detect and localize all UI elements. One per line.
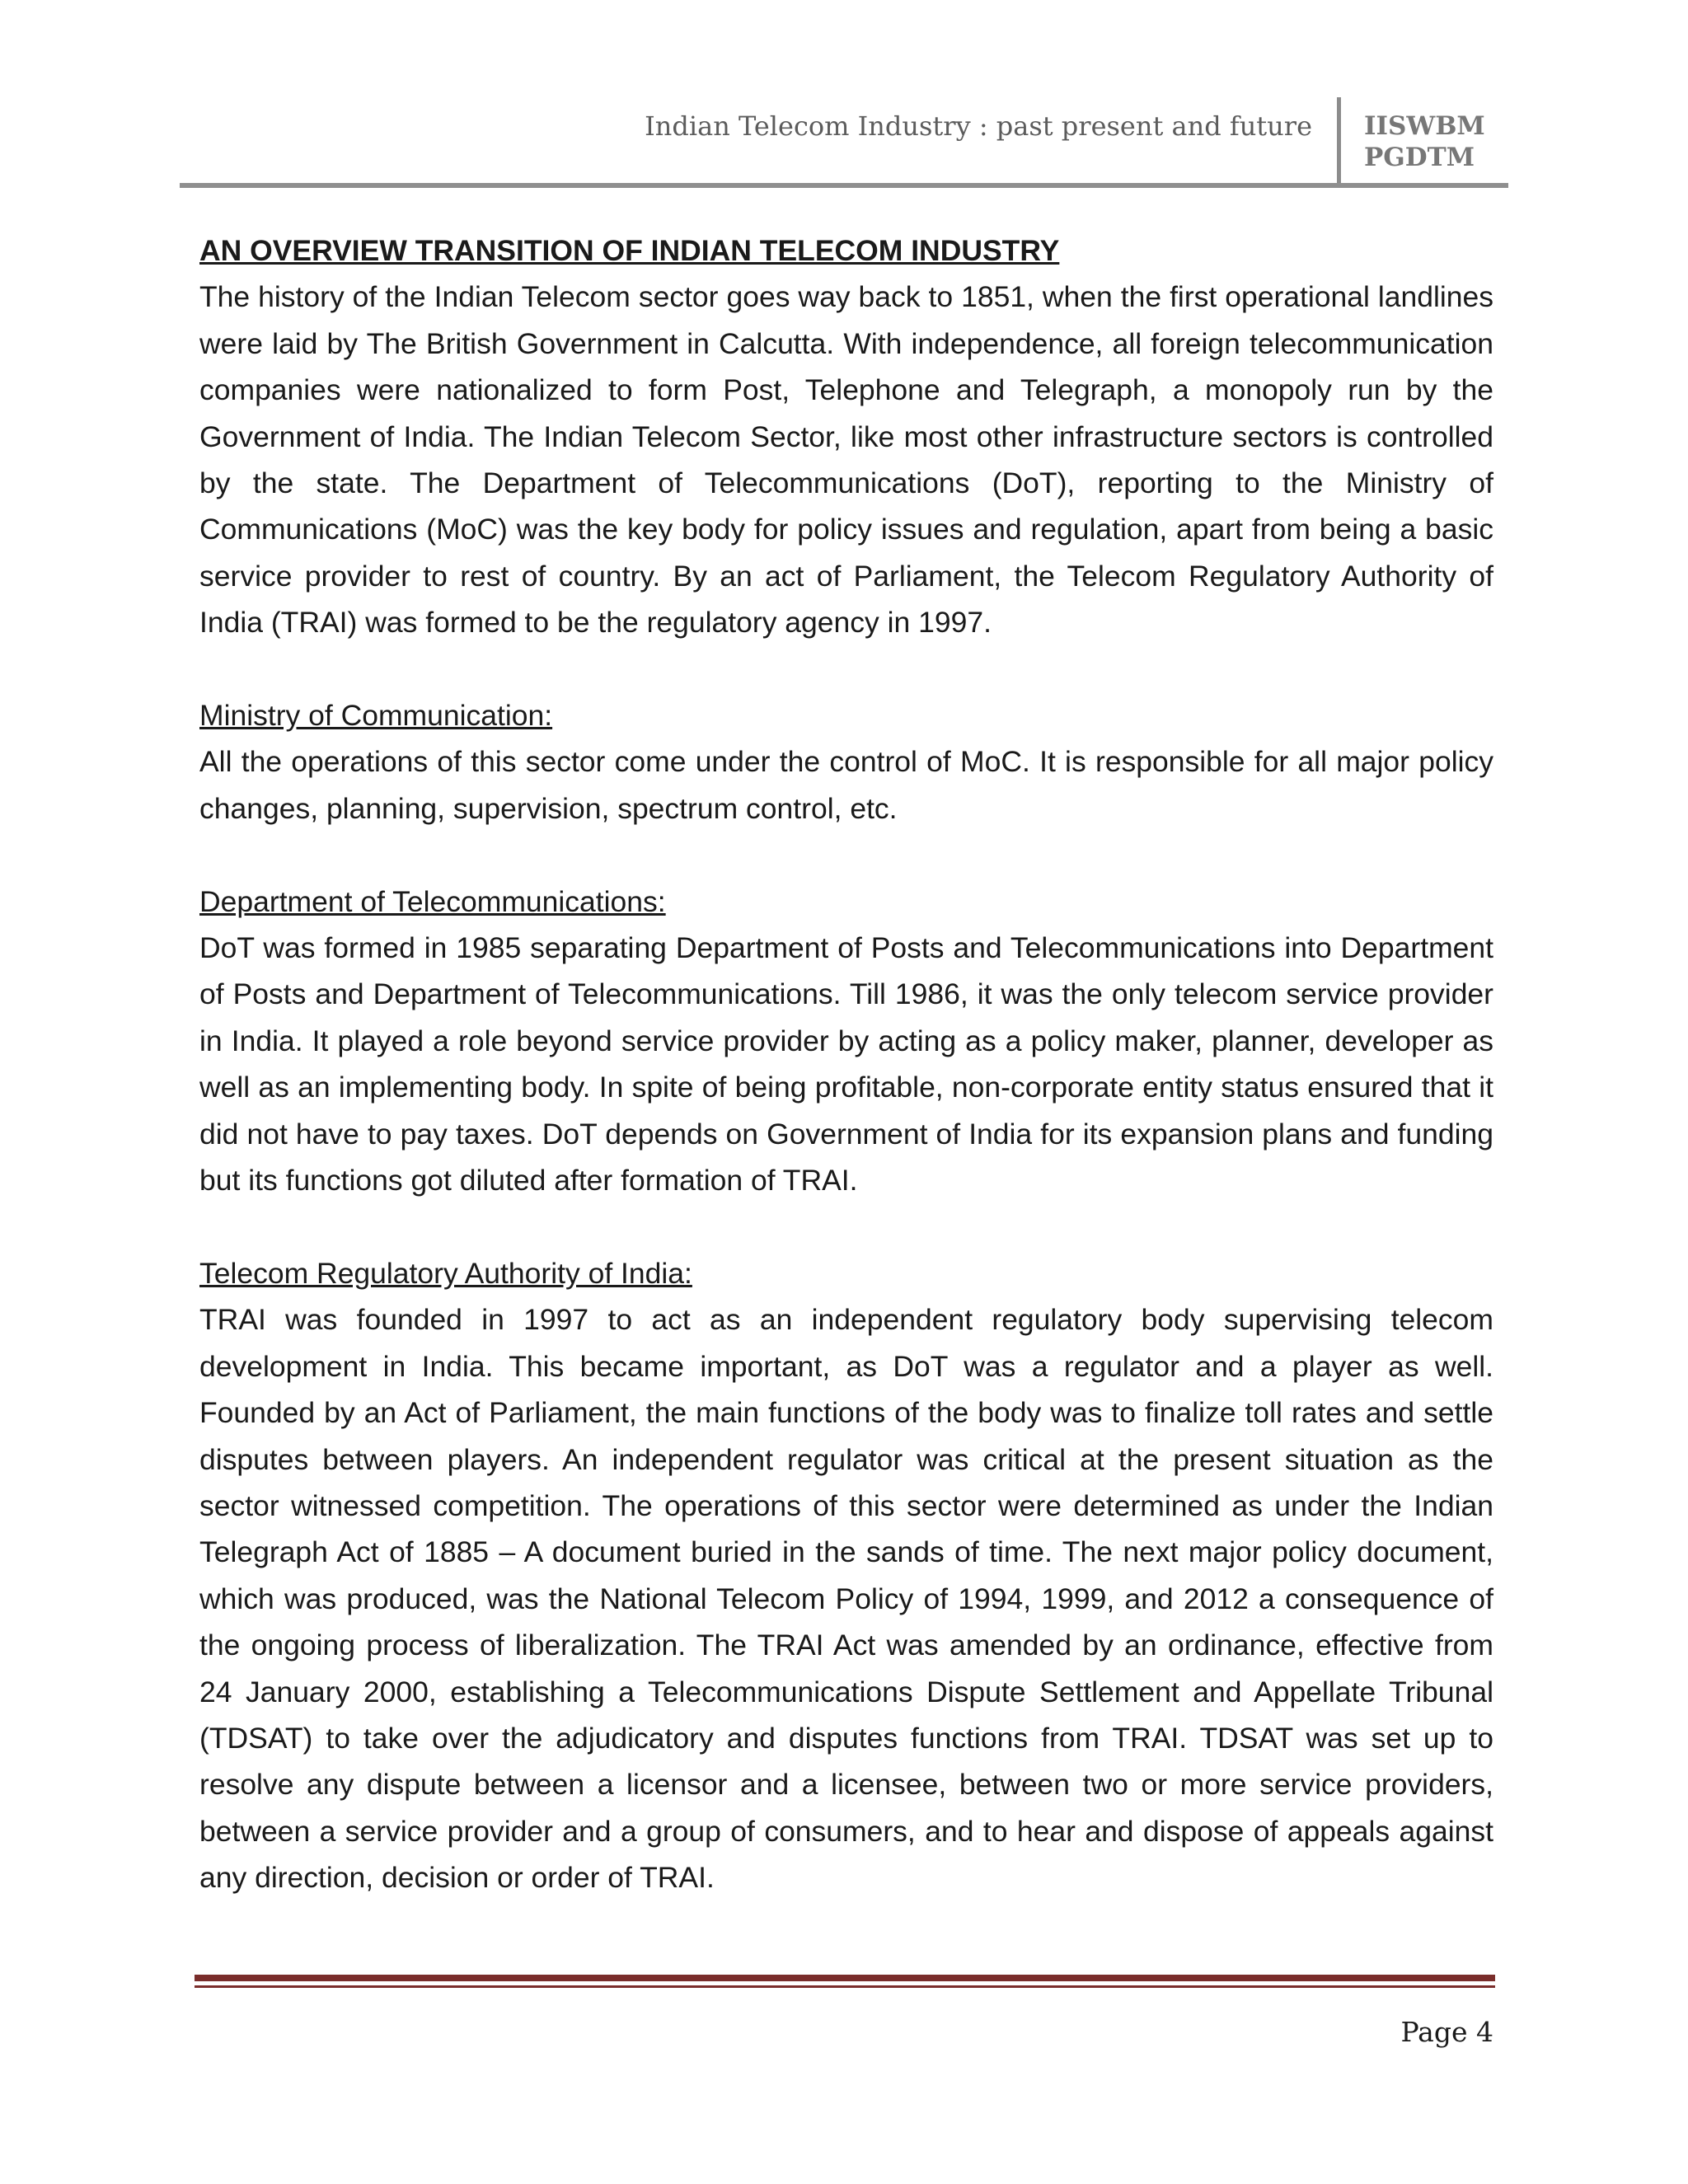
section-body-moc: All the operations of this sector come under the control of MoC. It is responsible for all major policy changes, planning, supervision, spectrum control, etc. — [199, 745, 1493, 825]
document-title: AN OVERVIEW TRANSITION OF INDIAN TELECOM INDUSTRY — [199, 234, 1060, 267]
section-heading-trai: Telecom Regulatory Authority of India: — [199, 1256, 692, 1290]
section-body-trai: TRAI was founded in 1997 to act as an independent regulatory body supervising telecom development in India. This became important, as DoT was a regulator and a player as well. Founded by an Act of Parliament, the main functions of the body was to finalize toll rates and settle disputes between players. An independent regulator was critical at the present situation as the sector witnessed competition. The operations of this sector were determined as under the Indian Telegraph Act of 1885 – A document buried in the sands of time. The next major policy document, which was produced, was the National Telecom Policy of 1994, 1999, and 2012 a consequence of the ongoing process of liberalization. The TRAI Act was amended by an ordinance, effective from 24 January 2000, establishing a Telecommunications Dispute Settlement and Appellate Tribunal (TDSAT) to take over the adjudicatory and disputes functions from TRAI. TDSAT was set up to resolve any dispute between a licensor and a licensee, between two or more service providers, between a service provider and a group of consumers, and to hear and dispose of appeals against any direction, decision or order of TRAI. — [199, 1303, 1493, 1895]
intro-paragraph: The history of the Indian Telecom sector goes way back to 1851, when the first operational landlines were laid by The British Government in Calcutta. With independence, all foreign telecommunication companies were nationalized to form Post, Telephone and Telegraph, a monopoly run by the Government of India. The Indian Telecom Sector, like most other infrastructure sectors is controlled by the state. The Department of Telecommunications (DoT), reporting to the Ministry of Communications (MoC) was the key body for policy issues and regulation, apart from being a basic service provider to rest of country. By an act of Parliament, the Telecom Regulatory Authority of India (TRAI) was formed to be the regulatory agency in 1997. — [199, 280, 1493, 640]
footer-rule-thin — [195, 1985, 1495, 1988]
header-org-line1: IISWBM — [1364, 111, 1485, 141]
header-organization — [1364, 110, 1508, 173]
section-heading-moc: Ministry of Communication: — [199, 699, 553, 733]
header-rule — [180, 183, 1508, 188]
document-body — [199, 227, 1493, 1901]
section-heading-dot: Department of Telecommunications: — [199, 884, 666, 918]
header-org-line2: PGDTM — [1364, 143, 1475, 172]
section-body-dot: DoT was formed in 1985 separating Department of Posts and Telecommunications into Department of Posts and Department of Telecommunications. Till 1986, it was the only telecom service provider in India. It played a role beyond service provider by acting as a policy maker, planner, developer as well as an implementing body. In spite of being profitable, non-corporate entity status ensured that it did not have to pay taxes. DoT depends on Government of India for its expansion plans and funding but its functions got diluted after formation of TRAI. — [199, 931, 1493, 1197]
header-title: Indian Telecom Industry : past present and future — [645, 110, 1312, 142]
header-divider — [1337, 97, 1341, 188]
footer-rule-thick — [195, 1975, 1495, 1981]
page-number: Page 4 — [1400, 2016, 1493, 2048]
page-header — [180, 97, 1508, 188]
